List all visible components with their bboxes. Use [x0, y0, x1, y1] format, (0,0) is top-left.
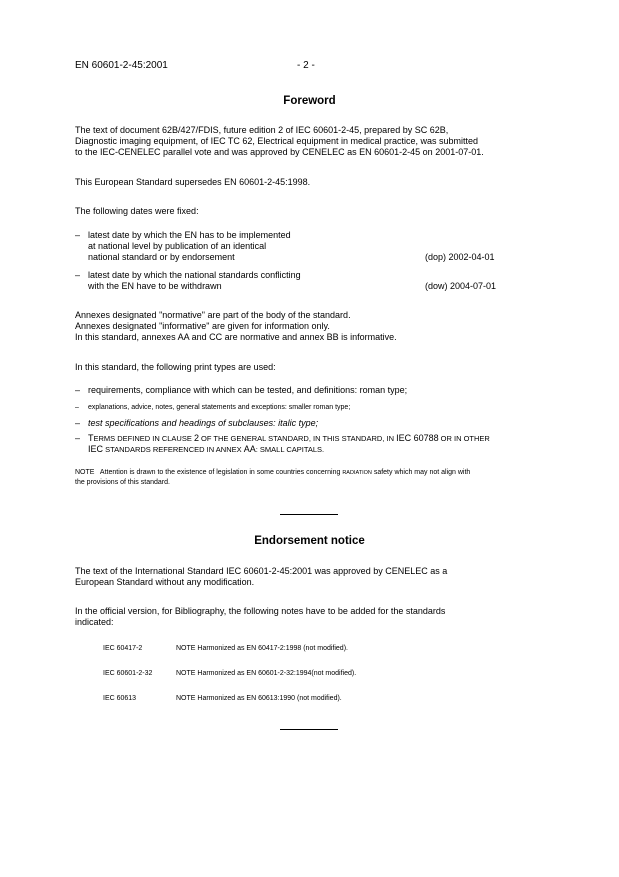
- dash-bullet: –: [75, 404, 79, 411]
- sc-text: OF THE GENERAL STANDARD, IN THIS STANDARD, IN: [198, 434, 397, 443]
- bibliography-note: NOTE Harmonized as EN 60417-2:1998 (not modified).: [176, 645, 348, 652]
- sc-text: AA: [243, 444, 256, 454]
- note-line-1: [75, 468, 547, 478]
- end-divider: [280, 729, 338, 730]
- foreword-note: [75, 468, 547, 487]
- note-small-caps: RADIATION: [342, 470, 372, 476]
- dates-intro: The following dates were fixed:: [75, 206, 199, 216]
- date-item-line: latest date by which the national standards conflicting: [88, 270, 301, 280]
- annexes-paragraph: [75, 310, 547, 343]
- annexes-line: Annexes designated "normative" are part of the body of the standard.: [75, 310, 351, 320]
- sc-text: 2: [193, 433, 199, 443]
- section-divider: [280, 514, 338, 515]
- sc-text: IEC 60788: [396, 433, 439, 443]
- paragraph-line: indicated:: [75, 617, 114, 627]
- date-item-line: at national level by publication of an identical: [88, 241, 267, 251]
- print-type-text: requirements, compliance with which can be tested, and definitions: roman type;: [88, 385, 408, 395]
- annexes-line: In this standard, annexes AA and CC are normative and annex BB is informative.: [75, 332, 397, 342]
- bibliography-code: IEC 60601-2-32: [103, 670, 153, 677]
- bibliography-code: IEC 60417-2: [103, 645, 143, 652]
- endorsement-paragraph-1: [75, 566, 547, 588]
- date-item-dop: [75, 230, 547, 263]
- endorsement-title: Endorsement notice: [254, 535, 365, 547]
- paragraph-line: The text of document 62B/427/FDIS, future edition 2 of IEC 60601-2-45, prepared by SC 62B,: [75, 125, 449, 135]
- sc-text: STANDARDS REFERENCED IN ANNEX: [103, 445, 244, 454]
- print-type-small-caps: [75, 433, 547, 455]
- small-caps-line-1: [88, 433, 547, 444]
- paragraph-line: to the IEC-CENELEC parallel vote and was approved by CENELEC as EN 60601-2-45 on 2001-07-01.: [75, 147, 484, 157]
- print-type-text: test specifications and headings of subclauses: italic type;: [88, 418, 319, 428]
- dash-bullet: –: [75, 418, 81, 428]
- bibliography-code: IEC 60613: [103, 695, 137, 702]
- date-item-line: national standard or by endorsement: [88, 252, 235, 262]
- date-item-line: latest date by which the EN has to be implemented: [88, 230, 291, 240]
- annexes-line: Annexes designated "informative" are given for information only.: [75, 321, 330, 331]
- note-line-2: the provisions of this standard.: [75, 479, 170, 486]
- dash-bullet: –: [75, 433, 81, 443]
- supersedes-paragraph: This European Standard supersedes EN 60601-2-45:1998.: [75, 177, 311, 187]
- paragraph-line: The text of the International Standard IEC 60601-2-45:2001 was approved by CENELEC as a: [75, 566, 448, 576]
- dash-bullet: –: [75, 230, 81, 240]
- note-text: safety which may not align with: [373, 469, 471, 476]
- foreword-title: Foreword: [283, 95, 336, 107]
- bibliography-note: NOTE Harmonized as EN 60601-2-32:1994(not modified).: [176, 670, 357, 677]
- paragraph-line: European Standard without any modification.: [75, 577, 255, 587]
- print-type-text: explanations, advice, notes, general statements and exceptions: smaller roman type;: [88, 404, 351, 411]
- note-label: NOTE: [75, 469, 95, 476]
- paragraph-line: In the official version, for Bibliography, the following notes have to be added for the standards: [75, 606, 446, 616]
- date-dop: (dop) 2002-04-01: [425, 252, 495, 262]
- foreword-paragraph-1: [75, 125, 547, 158]
- sc-text: ERMS DEFINED IN CLAUSE: [93, 434, 194, 443]
- header-doc-id: EN 60601-2-45:2001: [75, 60, 168, 71]
- sc-text: T: [88, 433, 94, 443]
- date-item-dow: [75, 270, 547, 292]
- dash-bullet: –: [75, 385, 81, 395]
- header-page-number: - 2 -: [297, 60, 315, 71]
- endorsement-paragraph-2: [75, 606, 547, 628]
- date-dow: (dow) 2004-07-01: [425, 281, 497, 291]
- dash-bullet: –: [75, 270, 81, 280]
- sc-text: : SMALL CAPITALS.: [255, 445, 325, 454]
- sc-text: IEC: [88, 444, 104, 454]
- sc-text: OR IN OTHER: [438, 434, 490, 443]
- print-types-intro: In this standard, the following print types are used:: [75, 362, 276, 372]
- paragraph-line: Diagnostic imaging equipment, of IEC TC 62, Electrical equipment in medical practice, was submitted: [75, 136, 479, 146]
- small-caps-line-2: [88, 444, 547, 455]
- bibliography-note: NOTE Harmonized as EN 60613:1990 (not modified).: [176, 695, 342, 702]
- date-item-line: with the EN have to be withdrawn: [88, 281, 222, 291]
- note-text: Attention is drawn to the existence of legislation in some countries concerning: [99, 469, 341, 476]
